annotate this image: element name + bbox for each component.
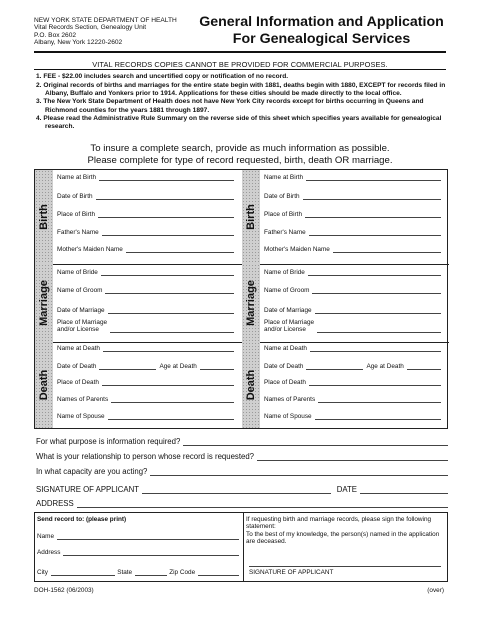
place-of-marriage-label: Place of Marriage xyxy=(57,319,108,326)
marriage-tab-label: Marriage xyxy=(38,280,50,326)
notes-list xyxy=(36,73,448,132)
date-label: DATE xyxy=(336,485,357,494)
agency-city: Albany, New York 12220-2602 xyxy=(34,39,123,47)
field-line[interactable] xyxy=(105,287,234,294)
state-line[interactable] xyxy=(135,569,167,576)
address-line[interactable] xyxy=(77,500,448,508)
record-column-left xyxy=(35,170,243,428)
state-label: State xyxy=(117,569,133,576)
field-label: Name of Groom xyxy=(57,287,103,294)
field-line[interactable] xyxy=(315,413,441,420)
send-name-label: Name xyxy=(37,533,55,540)
field-line[interactable] xyxy=(305,211,441,218)
date-of-birth-field[interactable] xyxy=(57,193,234,200)
field-label: Place of Birth xyxy=(57,211,96,218)
form-title xyxy=(199,14,444,48)
field-label: Place of Death xyxy=(264,379,306,386)
name-of-spouse-field[interactable] xyxy=(57,413,234,420)
name-at-birth-field[interactable] xyxy=(57,174,234,181)
field-label: Age at Death xyxy=(159,363,197,370)
field-line[interactable] xyxy=(303,193,441,200)
death-section xyxy=(35,342,242,428)
field-label: Place of Death xyxy=(57,379,99,386)
date-line[interactable] xyxy=(360,486,448,494)
question-label: In what capacity are you acting? xyxy=(36,467,148,476)
statement-signature-line[interactable] xyxy=(249,566,441,567)
field-line[interactable] xyxy=(312,287,441,294)
field-line[interactable] xyxy=(102,229,234,236)
signature-row[interactable] xyxy=(36,485,448,494)
field-label xyxy=(264,319,314,333)
field-label: Name at Death xyxy=(57,345,100,352)
death-tab xyxy=(35,342,53,428)
field-line[interactable] xyxy=(96,193,234,200)
field-label: Age at Death xyxy=(366,363,404,370)
birth-tab xyxy=(35,170,53,264)
send-address-line[interactable] xyxy=(63,549,239,556)
place-of-birth-field[interactable] xyxy=(57,211,234,218)
record-grid xyxy=(34,169,448,429)
mothers-maiden-name-field[interactable] xyxy=(264,246,441,253)
question-label: For what purpose is information required? xyxy=(36,437,181,446)
send-name-field[interactable] xyxy=(37,533,239,540)
city-line[interactable] xyxy=(51,569,115,576)
question-label: What is your relationship to person whose record is requested? xyxy=(36,452,254,461)
send-address-label: Address xyxy=(37,549,61,556)
field-line[interactable] xyxy=(110,326,234,333)
statement-panel xyxy=(246,516,444,545)
birth-section xyxy=(35,170,242,265)
send-address-field[interactable] xyxy=(37,549,239,556)
agency-pobox: P.O. Box 2602 xyxy=(34,31,77,39)
signature-line[interactable] xyxy=(142,486,331,494)
birth-tab-label: Birth xyxy=(38,204,50,230)
field-label xyxy=(57,319,107,333)
field-label: Name at Birth xyxy=(57,174,97,181)
statement-signature-label: SIGNATURE OF APPLICANT xyxy=(249,569,334,576)
field-line[interactable] xyxy=(309,229,441,236)
field-label: Name of Spouse xyxy=(57,413,105,420)
death-tab-label: Death xyxy=(38,369,50,401)
field-label: Date of Marriage xyxy=(57,307,105,314)
marriage-section xyxy=(35,264,242,343)
death-section xyxy=(242,342,449,428)
field-label: Names of Parents xyxy=(264,396,316,403)
header-rule xyxy=(34,51,446,53)
field-line[interactable] xyxy=(407,363,441,370)
send-record-panel xyxy=(35,513,244,581)
statement-instruction: If requesting birth and marriage records, please sign the following statement: xyxy=(246,516,432,530)
date-of-marriage-field[interactable] xyxy=(57,307,234,314)
form-id: DOH-1562 (06/2003) xyxy=(34,587,94,594)
names-of-parents-field[interactable] xyxy=(57,396,234,403)
field-line[interactable] xyxy=(315,307,441,314)
field-line[interactable] xyxy=(308,269,441,276)
field-label: Date of Birth xyxy=(57,193,93,200)
send-record-heading: Send record to: (please print) xyxy=(37,516,127,523)
marriage-section xyxy=(242,264,449,343)
field-line[interactable] xyxy=(103,345,234,352)
fathers-name-field[interactable] xyxy=(264,229,441,236)
place-of-birth-field[interactable] xyxy=(264,211,441,218)
date-of-birth-field[interactable] xyxy=(264,193,441,200)
fathers-name-field[interactable] xyxy=(57,229,234,236)
field-line[interactable] xyxy=(306,363,363,370)
field-label: Date of Death xyxy=(57,363,97,370)
birth-section xyxy=(242,170,449,265)
place-of-death-field[interactable] xyxy=(264,379,441,386)
answer-line[interactable] xyxy=(257,453,448,461)
relationship-question[interactable] xyxy=(36,452,448,461)
instructions-line2: Please complete for type of record requested, birth, death OR marriage. xyxy=(87,154,393,166)
instructions xyxy=(0,143,480,166)
capacity-question[interactable] xyxy=(36,467,448,476)
field-label: Date of Death xyxy=(264,363,304,370)
mailing-box xyxy=(34,512,448,582)
field-line[interactable] xyxy=(99,174,234,181)
birth-tab xyxy=(242,170,260,264)
field-label: Name of Groom xyxy=(264,287,310,294)
name-at-birth-field[interactable] xyxy=(264,174,441,181)
field-line[interactable] xyxy=(333,246,441,253)
name-at-death-field[interactable] xyxy=(57,345,234,352)
date-age-of-death-field[interactable] xyxy=(264,363,441,370)
answer-line[interactable] xyxy=(150,468,448,476)
field-line[interactable] xyxy=(200,363,234,370)
record-column-right xyxy=(242,170,449,428)
field-line[interactable] xyxy=(126,246,234,253)
note-item: 2. Original records of births and marriages for the entire state begin with 1881, deaths begin with 1880, EXCEPT for records filed in Albany, Buffalo and Yonkers prior to 1914. Applications for these cities should be made directly to the local office. xyxy=(36,81,446,97)
date-of-marriage-field[interactable] xyxy=(264,307,441,314)
note-item: 4. Please read the Administrative Rule Summary on the reverse side of this sheet which specifies years available for genealogical research. xyxy=(36,115,442,131)
field-label: Name at Birth xyxy=(264,174,304,181)
answer-line[interactable] xyxy=(183,438,448,446)
field-line[interactable] xyxy=(310,345,441,352)
and-or-license-label: and/or License xyxy=(57,326,99,333)
purpose-question[interactable] xyxy=(36,437,448,446)
field-line[interactable] xyxy=(309,379,441,386)
send-city-state-zip[interactable] xyxy=(37,569,239,576)
form-title-line2: For Genealogical Services xyxy=(232,31,411,47)
field-label: Names of Parents xyxy=(57,396,109,403)
notice-rule xyxy=(34,69,446,70)
agency-name: NEW YORK STATE DEPARTMENT OF HEALTH xyxy=(34,17,177,24)
field-line[interactable] xyxy=(98,211,234,218)
field-label: Date of Birth xyxy=(264,193,300,200)
field-line[interactable] xyxy=(108,307,234,314)
field-line[interactable] xyxy=(108,413,234,420)
field-line[interactable] xyxy=(318,396,441,403)
send-name-line[interactable] xyxy=(57,533,239,540)
field-label: Name of Bride xyxy=(264,269,305,276)
date-age-of-death-field[interactable] xyxy=(57,363,234,370)
instructions-line1: To insure a complete search, provide as much information as possible. xyxy=(90,143,390,154)
agency-address xyxy=(34,17,177,47)
form-title-line1: General Information and Application xyxy=(199,14,444,30)
name-of-groom-field[interactable] xyxy=(57,287,234,294)
zip-label: Zip Code xyxy=(169,569,196,576)
statement-text: To the best of my knowledge, the person(s) named in the application are deceased. xyxy=(246,531,440,545)
death-tab-label: Death xyxy=(245,369,257,401)
field-line[interactable] xyxy=(306,174,441,181)
note-item: 1. FEE - $22.00 includes search and uncertified copy or notification of no record. xyxy=(36,73,289,80)
field-line[interactable] xyxy=(99,363,156,370)
field-label: Father's Name xyxy=(57,229,99,236)
death-tab xyxy=(242,342,260,428)
and-or-license-label: and/or License xyxy=(264,326,306,333)
field-line[interactable] xyxy=(111,396,234,403)
field-line[interactable] xyxy=(102,379,234,386)
note-item: 3. The New York State Department of Health does not have New York City records except for births occurring in Queens and Richmond counties for the years 1881 through 1897. xyxy=(36,98,424,114)
field-label: Name at Death xyxy=(264,345,307,352)
place-of-marriage-label: Place of Marriage xyxy=(264,319,315,326)
birth-tab-label: Birth xyxy=(245,204,257,230)
zip-line[interactable] xyxy=(198,569,239,576)
field-label: Name of Spouse xyxy=(264,413,312,420)
field-line[interactable] xyxy=(101,269,234,276)
signature-label: SIGNATURE OF APPLICANT xyxy=(36,485,139,494)
mothers-maiden-name-field[interactable] xyxy=(57,246,234,253)
marriage-tab xyxy=(242,264,260,342)
name-of-bride-field[interactable] xyxy=(57,269,234,276)
place-of-death-field[interactable] xyxy=(57,379,234,386)
marriage-tab xyxy=(35,264,53,342)
field-label: Mother's Maiden Name xyxy=(264,246,330,253)
address-row[interactable] xyxy=(36,499,448,508)
field-label: Father's Name xyxy=(264,229,306,236)
field-label: Date of Marriage xyxy=(264,307,312,314)
name-of-groom-field[interactable] xyxy=(264,287,441,294)
place-of-marriage-field[interactable] xyxy=(264,319,441,333)
city-label: City xyxy=(37,569,49,576)
commercial-notice: VITAL RECORDS COPIES CANNOT BE PROVIDED FOR COMMERCIAL PURPOSES. xyxy=(92,60,388,69)
marriage-tab-label: Marriage xyxy=(245,280,257,326)
names-of-parents-field[interactable] xyxy=(264,396,441,403)
name-of-bride-field[interactable] xyxy=(264,269,441,276)
agency-unit: Vital Records Section, Genealogy Unit xyxy=(34,24,147,32)
over-label: (over) xyxy=(427,587,444,594)
field-label: Mother's Maiden Name xyxy=(57,246,123,253)
address-label: ADDRESS xyxy=(36,499,74,508)
place-of-marriage-field[interactable] xyxy=(57,319,234,333)
field-label: Name of Bride xyxy=(57,269,98,276)
name-at-death-field[interactable] xyxy=(264,345,441,352)
field-label: Place of Birth xyxy=(264,211,303,218)
name-of-spouse-field[interactable] xyxy=(264,413,441,420)
field-line[interactable] xyxy=(317,326,441,333)
